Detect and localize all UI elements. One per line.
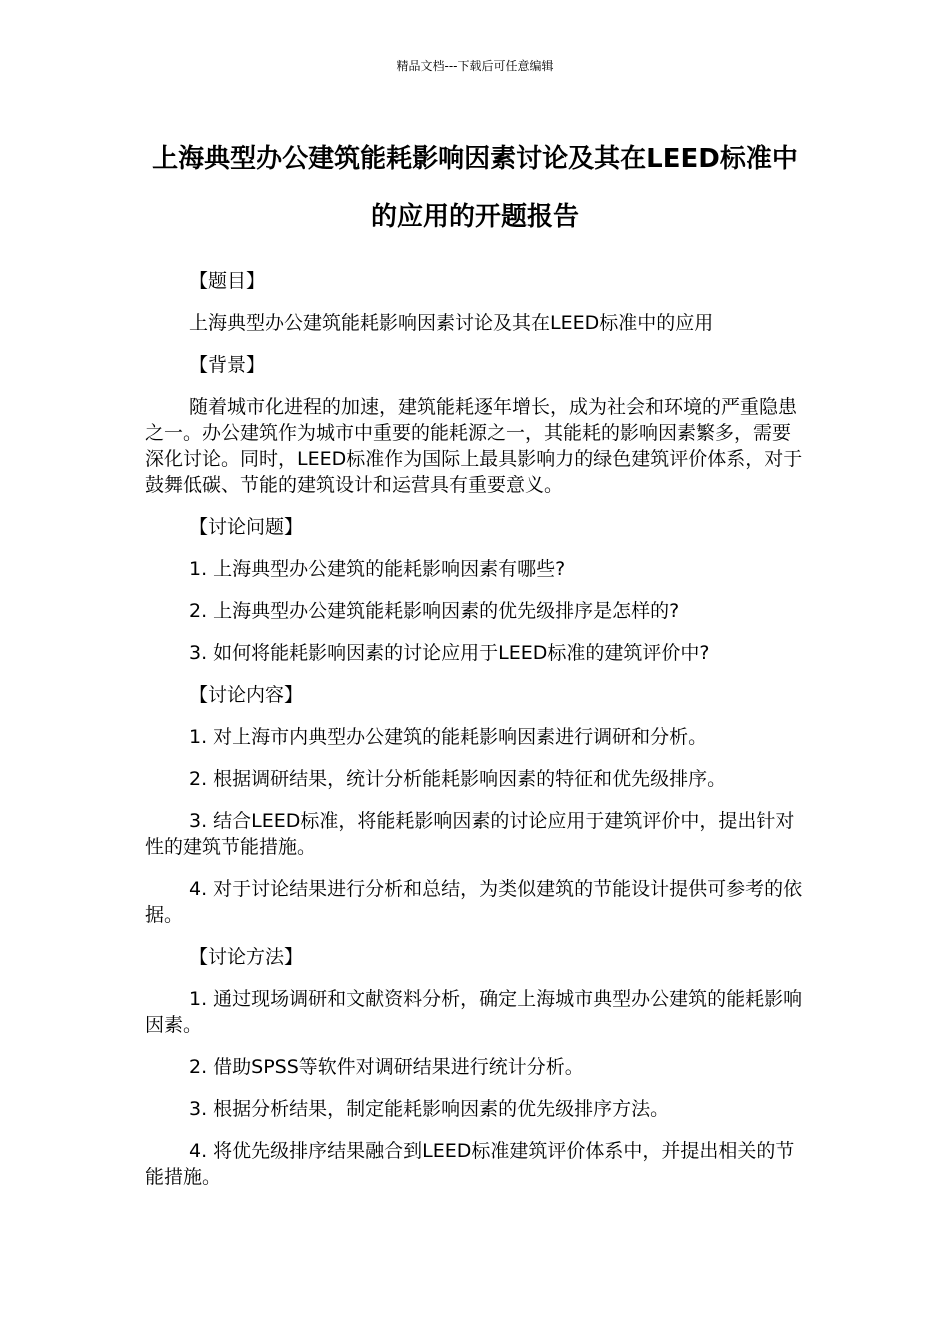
methods-item-3: 3. 根据分析结果，制定能耗影响因素的优先级排序方法。	[189, 1098, 670, 1120]
content-item-3: 3. 结合LEED标准，将能耗影响因素的讨论应用于建筑评价中，提出针对性的建筑节能措施。	[145, 810, 795, 858]
methods-item-4: 4. 将优先级排序结果融合到LEED标准建筑评价体系中，并提出相关的节能措施。	[145, 1140, 795, 1188]
questions-heading: 【讨论问题】	[189, 516, 304, 538]
content-heading: 【讨论内容】	[189, 684, 304, 706]
topic-heading: 【题目】	[189, 270, 266, 292]
methods-item-1: 1. 通过现场调研和文献资料分析，确定上海城市典型办公建筑的能耗影响因素。	[145, 988, 803, 1036]
content-item-2: 2. 根据调研结果，统计分析能耗影响因素的特征和优先级排序。	[189, 768, 727, 790]
methods-heading: 【讨论方法】	[189, 946, 304, 968]
header-note: 精品文档---下载后可任意编辑	[396, 59, 554, 73]
question-item-1: 1. 上海典型办公建筑的能耗影响因素有哪些?	[189, 558, 566, 580]
background-text: 随着城市化进程的加速，建筑能耗逐年增长，成为社会和环境的严重隐患之一。办公建筑作为城市中重要的能耗源之一，其能耗的影响因素繁多，需要深化讨论。同时，LEED标准作为国际上最具影响力的绿色建筑评价体系，对于鼓舞低碳、节能的建筑设计和运营具有重要意义。	[145, 396, 803, 496]
question-item-3: 3. 如何将能耗影响因素的讨论应用于LEED标准的建筑评价中?	[189, 642, 710, 664]
document-body	[145, 268, 807, 1190]
topic-text: 上海典型办公建筑能耗影响因素讨论及其在LEED标准中的应用	[189, 312, 714, 334]
content-item-1: 1. 对上海市内典型办公建筑的能耗影响因素进行调研和分析。	[189, 726, 708, 748]
question-item-2: 2. 上海典型办公建筑能耗影响因素的优先级排序是怎样的?	[189, 600, 680, 622]
methods-item-2: 2. 借助SPSS等软件对调研结果进行统计分析。	[189, 1056, 584, 1078]
background-heading: 【背景】	[189, 354, 266, 376]
content-item-4: 4. 对于讨论结果进行分析和总结，为类似建筑的节能设计提供可参考的依据。	[145, 878, 803, 926]
document-title: 上海典型办公建筑能耗影响因素讨论及其在LEED标准中的应用的开题报告	[152, 144, 798, 232]
